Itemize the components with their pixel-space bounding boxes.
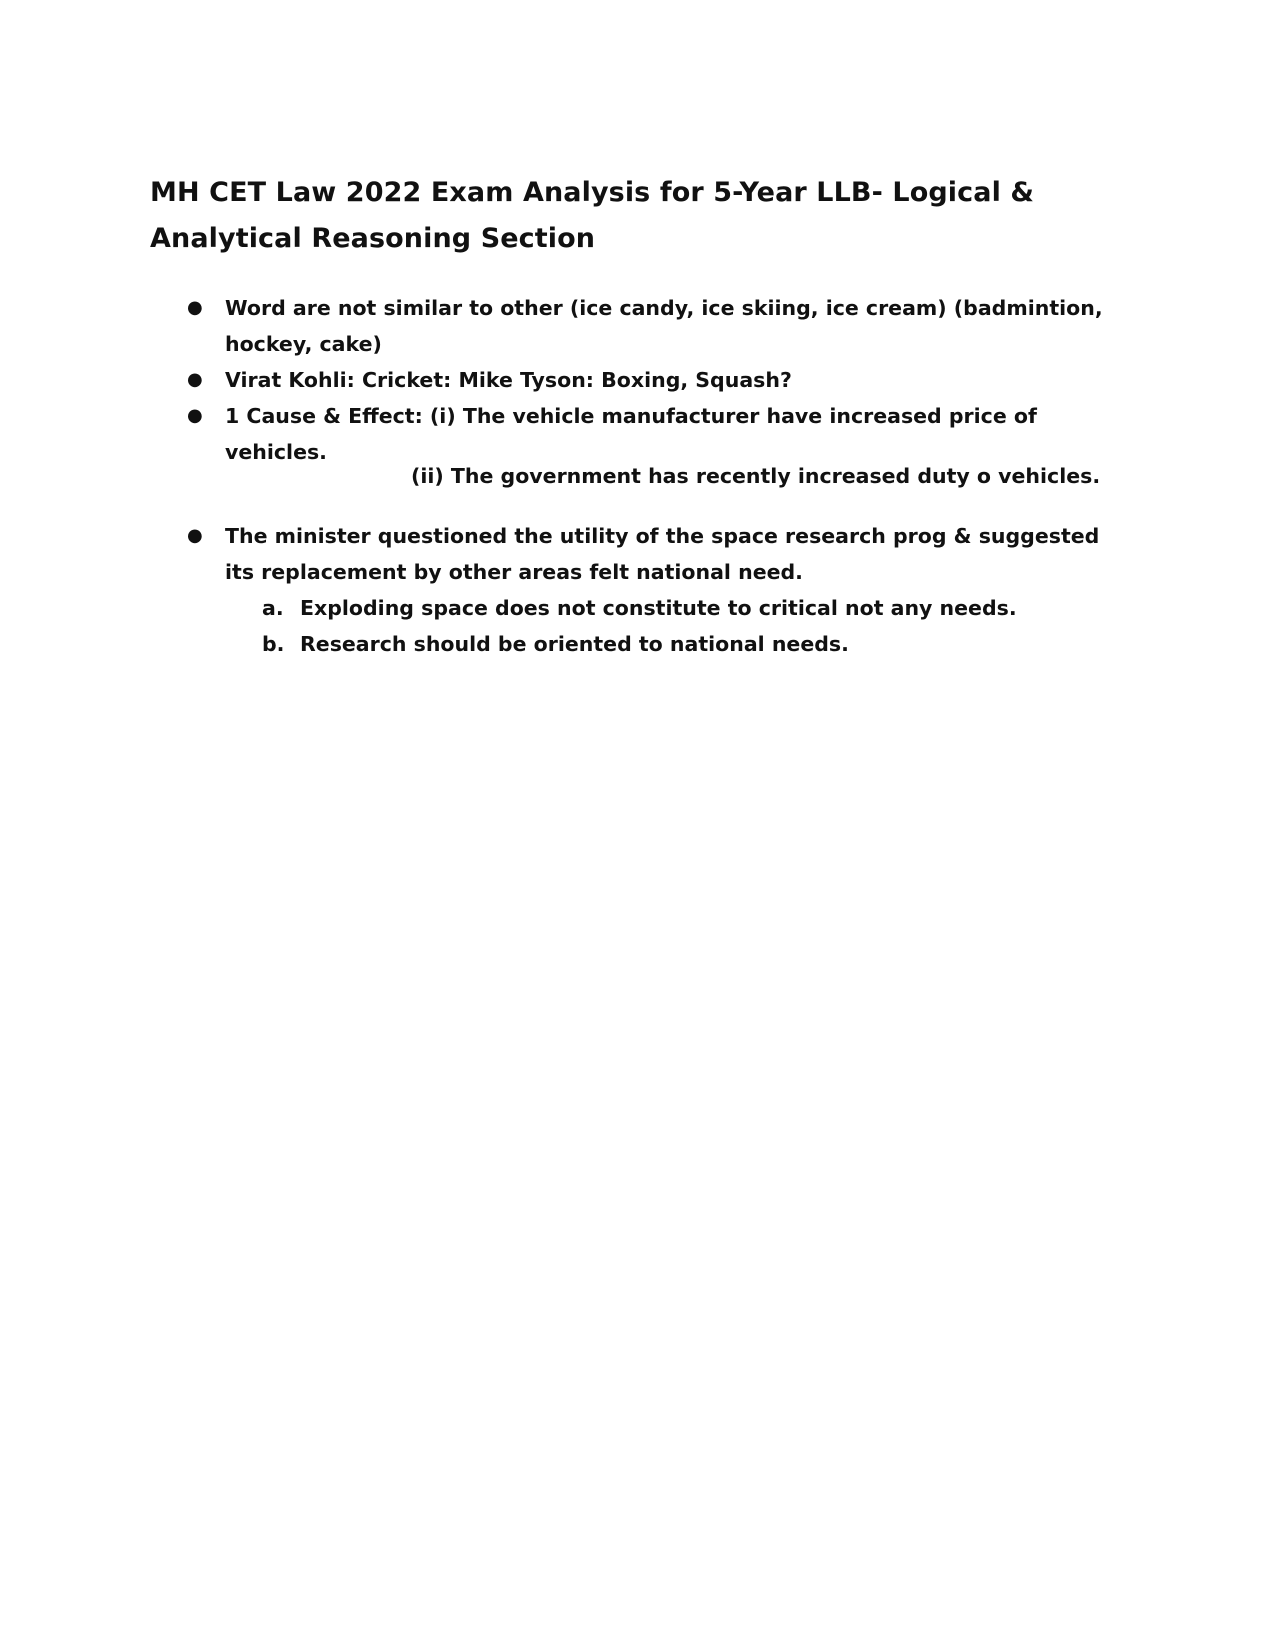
indented-continuation-line: (ii) The government has recently increased duty o vehicles.	[411, 464, 1101, 488]
list-item-text: The minister questioned the utility of the space research prog & suggested its replacement by other areas felt national need.	[225, 524, 1100, 584]
sub-list-item	[225, 590, 1130, 626]
list-item-text: 1 Cause & Effect: (i) The vehicle manufacturer have increased price of vehicles.	[225, 404, 1037, 464]
sub-list-item-text: Research should be oriented to national needs.	[300, 632, 849, 656]
bullet-marker: ●	[187, 525, 203, 546]
list-item-text: Word are not similar to other (ice candy, ice skiing, ice cream) (badmintion, hockey, cake)	[225, 296, 1103, 356]
bullet-marker: ●	[187, 297, 203, 318]
bullet-list	[150, 518, 1130, 662]
list-item	[150, 518, 1130, 662]
list-item-text: Virat Kohli: Cricket: Mike Tyson: Boxing, Squash?	[225, 368, 792, 392]
sub-list-item	[225, 626, 1130, 662]
sub-list	[225, 590, 1130, 662]
sub-list-marker: a.	[262, 596, 284, 620]
bullet-marker: ●	[187, 369, 203, 390]
list-item	[150, 290, 1130, 362]
list-item	[150, 362, 1130, 398]
bullet-marker: ●	[187, 405, 203, 426]
bullet-list	[150, 290, 1130, 470]
sub-list-marker: b.	[262, 632, 285, 656]
sub-list-item-text: Exploding space does not constitute to critical not any needs.	[300, 596, 1017, 620]
page-title: MH CET Law 2022 Exam Analysis for 5-Year LLB- Logical & Analytical Reasoning Section	[150, 177, 1035, 254]
